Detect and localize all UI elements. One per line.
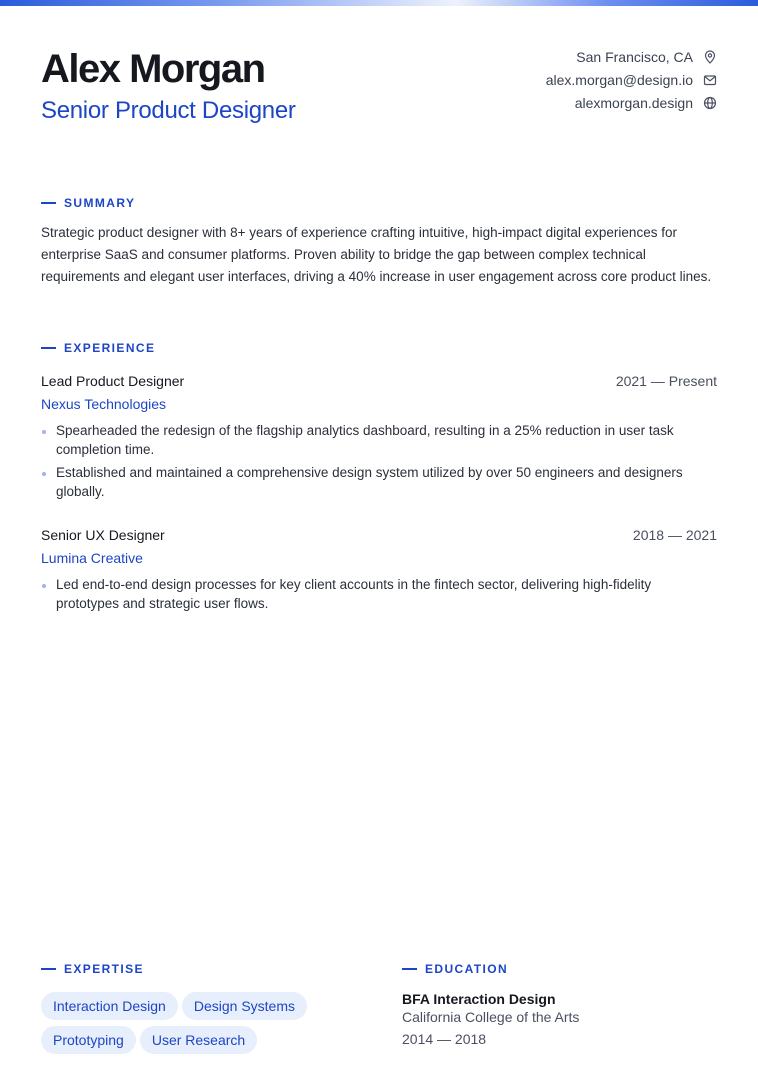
- education-school: California College of the Arts: [402, 1009, 580, 1025]
- skill-chip: User Research: [140, 1026, 257, 1054]
- expertise-heading: [41, 962, 144, 976]
- summary-text: Strategic product designer with 8+ years of experience crafting intuitive, high-impact digital experiences for enterprise SaaS and consumer platforms. Proven ability to bridge the gap between complex technical requirements and elegant user interfaces, driving a 40% increase in user engagement across core product lines.: [41, 225, 712, 284]
- contact-email[interactable]: [546, 68, 717, 91]
- job-company: Nexus Technologies: [41, 396, 167, 412]
- heading-dash: [41, 202, 56, 204]
- heading-dash: [41, 347, 56, 349]
- list-item: [41, 463, 717, 501]
- heading-dash: [41, 968, 56, 970]
- skill-chip: Prototyping: [41, 1026, 136, 1054]
- summary-heading-label: SUMMARY: [64, 196, 136, 210]
- mail-icon: [703, 73, 717, 87]
- map-pin-icon: [703, 50, 717, 64]
- education-dates: 2014 — 2018: [402, 1031, 487, 1047]
- globe-icon: [703, 96, 717, 110]
- experience-heading-label: EXPERIENCE: [64, 341, 156, 355]
- job-entry: [41, 373, 717, 503]
- education-degree: BFA Interaction Design: [402, 991, 556, 1007]
- list-item: [41, 575, 717, 613]
- website-link[interactable]: alexmorgan.design: [574, 94, 693, 111]
- skill-chip: Design Systems: [182, 992, 307, 1020]
- bullet-text: Established and maintained a comprehensive design system utilized by over 50 engineers and designers globally.: [56, 465, 683, 499]
- candidate-name: Alex Morgan: [41, 47, 265, 91]
- job-title: Senior UX Designer: [41, 527, 165, 543]
- bullet-text: Led end-to-end design processes for key client accounts in the fintech sector, delivering high-fidelity prototypes and strategic user flows.: [56, 577, 652, 611]
- bullet-dot: [42, 472, 46, 476]
- experience-heading: [41, 341, 155, 355]
- job-bullets: [41, 421, 717, 505]
- top-accent-bar: [0, 0, 758, 6]
- job-dates: 2018 — 2021: [632, 527, 717, 543]
- contact-block: [546, 45, 717, 114]
- contact-website[interactable]: [546, 91, 717, 114]
- bullet-text: Spearheaded the redesign of the flagship analytics dashboard, resulting in a 25% reduction in user task completion time.: [56, 423, 674, 457]
- heading-dash: [402, 968, 417, 970]
- job-company: Lumina Creative: [41, 550, 143, 566]
- bullet-dot: [42, 584, 46, 588]
- list-item: [41, 421, 717, 459]
- job-entry: [41, 527, 717, 617]
- job-bullets: [41, 575, 717, 617]
- bullet-dot: [42, 430, 46, 434]
- candidate-title: Senior Product Designer: [41, 97, 296, 124]
- skill-chip: Interaction Design: [41, 992, 178, 1020]
- education-heading-label: EDUCATION: [425, 962, 509, 976]
- email-link[interactable]: alex.morgan@design.io: [545, 71, 693, 88]
- job-title: Lead Product Designer: [41, 373, 185, 389]
- skills-list: [41, 992, 361, 1060]
- job-dates: 2021 — Present: [615, 373, 717, 389]
- education-heading: [402, 962, 508, 976]
- location-text: San Francisco, CA: [576, 48, 693, 65]
- contact-location: [546, 45, 717, 68]
- summary-heading: [41, 196, 135, 210]
- expertise-heading-label: EXPERTISE: [64, 962, 144, 976]
